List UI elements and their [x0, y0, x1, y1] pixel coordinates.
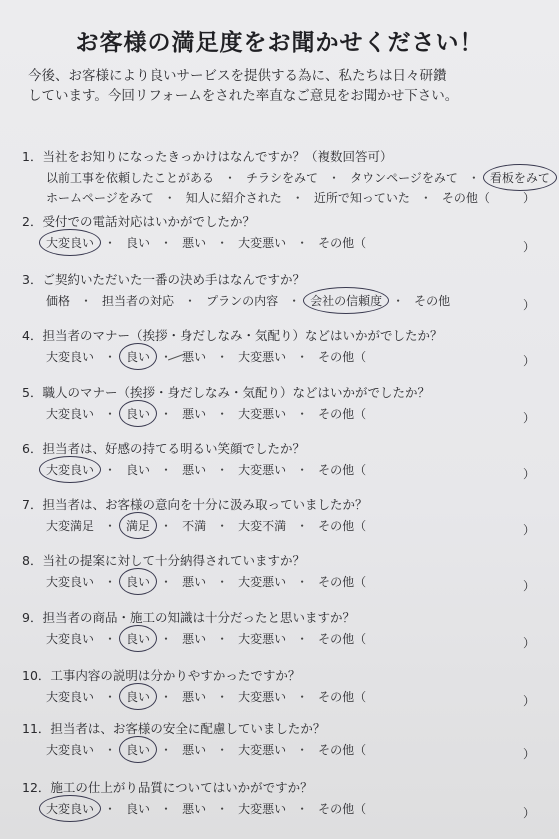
option-separator: ・ [224, 171, 237, 185]
closing-parenthesis: ） [522, 240, 535, 254]
closing-parenthesis: ） [522, 523, 535, 537]
option-separator: ・ [216, 463, 229, 477]
question-text: 11．担当者は、お客様の安全に配慮していましたか？ [22, 721, 326, 736]
question-text: 4．担当者のマナー（挨拶・身だしなみ・気配り）などはいかがでしたか？ [22, 328, 443, 343]
option-separator: ・ [216, 519, 229, 533]
option-separator: ・ [160, 690, 173, 704]
question-text: 9．担当者の商品・施工の知識は十分だったと思いますか？ [22, 610, 355, 625]
answer-options [44, 573, 368, 590]
option-separator: ・ [216, 743, 229, 757]
closing-parenthesis: ） [522, 411, 535, 425]
answer-option[interactable]: タウンページをみて [350, 171, 458, 185]
option-separator: ・ [296, 350, 309, 364]
answer-options [44, 348, 368, 365]
answer-options [44, 688, 368, 705]
option-separator: ・ [160, 519, 173, 533]
option-separator: ・ [104, 690, 117, 704]
option-separator: ・ [296, 236, 309, 250]
option-separator: ・ [160, 407, 173, 421]
option-separator: ・ [104, 802, 117, 816]
question-text: 6．担当者は、好感の持てる明るい笑顔でしたか？ [22, 441, 305, 456]
option-separator: ・ [296, 743, 309, 757]
answer-option[interactable]: 大変不満 [238, 519, 287, 533]
answer-option[interactable]: その他（ [318, 632, 367, 646]
option-separator: ・ [216, 236, 229, 250]
answer-option[interactable]: 大変悪い [238, 802, 287, 816]
option-separator: ・ [160, 236, 173, 250]
answer-option[interactable]: 担当者の対応 [102, 294, 175, 308]
circled-answer-option[interactable]: 良い [126, 350, 151, 364]
option-separator: ・ [160, 743, 173, 757]
circled-answer-option[interactable]: 満足 [126, 519, 151, 533]
answer-options [44, 630, 368, 647]
circled-answer-option[interactable]: 看板をみて [489, 171, 550, 185]
answer-option[interactable]: 悪い [182, 236, 207, 250]
circled-answer-option[interactable]: 良い [126, 575, 151, 589]
answer-option[interactable]: その他（ [318, 407, 367, 421]
answer-options [44, 234, 368, 251]
closing-parenthesis: ） [522, 467, 535, 481]
answer-option[interactable]: 大変良い [46, 743, 95, 757]
option-separator: ・ [160, 463, 173, 477]
closing-parenthesis: ） [522, 579, 535, 593]
answer-option[interactable]: その他（ [318, 463, 367, 477]
question-text: 1．当社をお知りになったきっかけはなんですか？（複数回答可） [22, 149, 393, 164]
answer-option[interactable]: 大変良い [46, 407, 95, 421]
answer-options [44, 517, 368, 534]
option-separator: ・ [104, 519, 117, 533]
question-text: 3．ご契約いただいた一番の決め手はなんですか？ [22, 272, 305, 287]
answer-option[interactable]: 大変良い [46, 575, 95, 589]
question-text: 2．受付での電話対応はいかがでしたか？ [22, 214, 255, 229]
option-separator: ・ [216, 575, 229, 589]
question-text: 12．施工の仕上がり品質についてはいかがですか？ [22, 780, 313, 795]
answer-option[interactable]: 大変悪い [238, 350, 287, 364]
circled-answer-option[interactable]: 良い [126, 690, 151, 704]
answer-option[interactable]: 大変悪い [238, 463, 287, 477]
answer-option[interactable]: 悪い [182, 407, 207, 421]
answer-option[interactable]: ホームページをみて [46, 191, 154, 205]
answer-option[interactable]: その他（ [318, 802, 367, 816]
option-separator: ・ [296, 575, 309, 589]
option-separator: ・ [104, 407, 117, 421]
survey-title: お客様の満足度をお聞かせください！ [75, 30, 484, 56]
answer-option[interactable]: その他（ [318, 519, 367, 533]
option-separator: ・ [419, 191, 432, 205]
answer-options [44, 292, 452, 309]
answer-options [44, 461, 368, 478]
answer-options [44, 741, 368, 758]
circled-answer-option[interactable]: 良い [126, 632, 151, 646]
survey-intro [28, 66, 538, 106]
answer-option[interactable]: チラシをみて [246, 171, 319, 185]
answer-option[interactable]: その他（ [318, 743, 367, 757]
question-text: 10．工事内容の説明は分かりやすかったですか？ [22, 668, 301, 683]
option-separator: ・ [328, 171, 341, 185]
option-separator: ・ [104, 632, 117, 646]
answer-option[interactable]: 大変悪い [238, 575, 287, 589]
option-separator: ・ [216, 407, 229, 421]
option-separator: ・ [160, 632, 173, 646]
option-separator: ・ [184, 294, 197, 308]
answer-option[interactable]: 知人に紹介された [185, 191, 282, 205]
option-separator: ・ [296, 632, 309, 646]
answer-option[interactable]: 大変悪い [238, 743, 287, 757]
answer-option[interactable]: プランの内容 [206, 294, 279, 308]
closing-parenthesis: ） [522, 806, 535, 820]
option-separator: ・ [216, 802, 229, 816]
circled-answer-option[interactable]: 大変良い [46, 802, 95, 816]
closing-parenthesis: ） [522, 636, 535, 650]
answer-option[interactable]: 大変悪い [238, 236, 287, 250]
answer-option[interactable]: 悪い [182, 350, 207, 364]
answer-option[interactable]: その他（ [318, 350, 367, 364]
answer-option[interactable]: その他（ [441, 191, 490, 205]
option-separator: ・ [160, 350, 173, 364]
closing-parenthesis: ） [522, 298, 535, 312]
option-separator: ・ [104, 463, 117, 477]
question-text: 7．担当者は、お客様の意向を十分に汲み取っていましたか？ [22, 497, 368, 512]
option-separator: ・ [467, 171, 480, 185]
answer-option[interactable]: 大変良い [46, 350, 95, 364]
answer-option[interactable]: その他（ [318, 575, 367, 589]
answer-option[interactable]: 価格 [46, 294, 71, 308]
answer-option[interactable]: 大変満足 [46, 519, 95, 533]
answer-option[interactable]: 悪い [182, 743, 207, 757]
closing-parenthesis: ） [522, 354, 535, 368]
answer-option[interactable]: 悪い [182, 802, 207, 816]
option-separator: ・ [80, 294, 93, 308]
circled-answer-option[interactable]: 会社の信頼度 [310, 294, 383, 308]
closing-parenthesis: ） [522, 694, 535, 708]
answer-option[interactable]: 悪い [182, 575, 207, 589]
option-separator: ・ [104, 575, 117, 589]
option-separator: ・ [296, 463, 309, 477]
closing-parenthesis: ） [522, 191, 535, 205]
answer-option[interactable]: 近所で知っていた [313, 191, 410, 205]
answer-options [44, 405, 368, 422]
answer-option[interactable]: 不満 [182, 519, 207, 533]
option-separator: ・ [216, 690, 229, 704]
intro-line: しています。今回リフォームをされた率直なご意見をお聞かせ下さい。 [28, 88, 459, 104]
option-separator: ・ [296, 407, 309, 421]
answer-option[interactable]: 大変悪い [238, 632, 287, 646]
question-text: 5．職人のマナー（挨拶・身だしなみ・気配り）などはいかがでしたか？ [22, 385, 430, 400]
option-separator: ・ [216, 350, 229, 364]
answer-options [44, 189, 492, 206]
option-separator: ・ [288, 294, 301, 308]
question-text: 8．当社の提案に対して十分納得されていますか？ [22, 553, 305, 568]
intro-line: 今後、お客様により良いサービスを提供する為に、私たちは日々研鑽 [28, 68, 447, 84]
circled-answer-option[interactable]: 良い [126, 407, 151, 421]
circled-answer-option[interactable]: 大変良い [46, 463, 95, 477]
circled-answer-option[interactable]: 良い [126, 743, 151, 757]
option-separator: ・ [104, 743, 117, 757]
option-separator: ・ [296, 519, 309, 533]
answer-option[interactable]: 良い [126, 802, 151, 816]
option-separator: ・ [160, 575, 173, 589]
closing-parenthesis: ） [522, 747, 535, 761]
option-separator: ・ [160, 802, 173, 816]
option-separator: ・ [104, 350, 117, 364]
circled-answer-option[interactable]: 大変良い [46, 236, 95, 250]
option-separator: ・ [216, 632, 229, 646]
option-separator: ・ [291, 191, 304, 205]
option-separator: ・ [104, 236, 117, 250]
answer-option[interactable]: 良い [126, 463, 151, 477]
answer-option[interactable]: 大変悪い [238, 690, 287, 704]
answer-option[interactable]: 悪い [182, 463, 207, 477]
answer-options [44, 800, 368, 817]
answer-option[interactable]: その他（ [318, 690, 367, 704]
option-separator: ・ [296, 690, 309, 704]
answer-option[interactable]: 大変悪い [238, 407, 287, 421]
answer-option[interactable]: 大変良い [46, 690, 95, 704]
answer-option[interactable]: その他（ [318, 236, 367, 250]
answer-option[interactable]: 以前工事を依頼したことがある [46, 171, 215, 185]
answer-option[interactable]: 悪い [182, 690, 207, 704]
option-separator: ・ [163, 191, 176, 205]
answer-option[interactable]: 良い [126, 236, 151, 250]
answer-option[interactable]: 大変良い [46, 632, 95, 646]
answer-option[interactable]: その他 [414, 294, 451, 308]
option-separator: ・ [296, 802, 309, 816]
option-separator: ・ [392, 294, 405, 308]
answer-option[interactable]: 悪い [182, 632, 207, 646]
answer-options [44, 169, 552, 186]
